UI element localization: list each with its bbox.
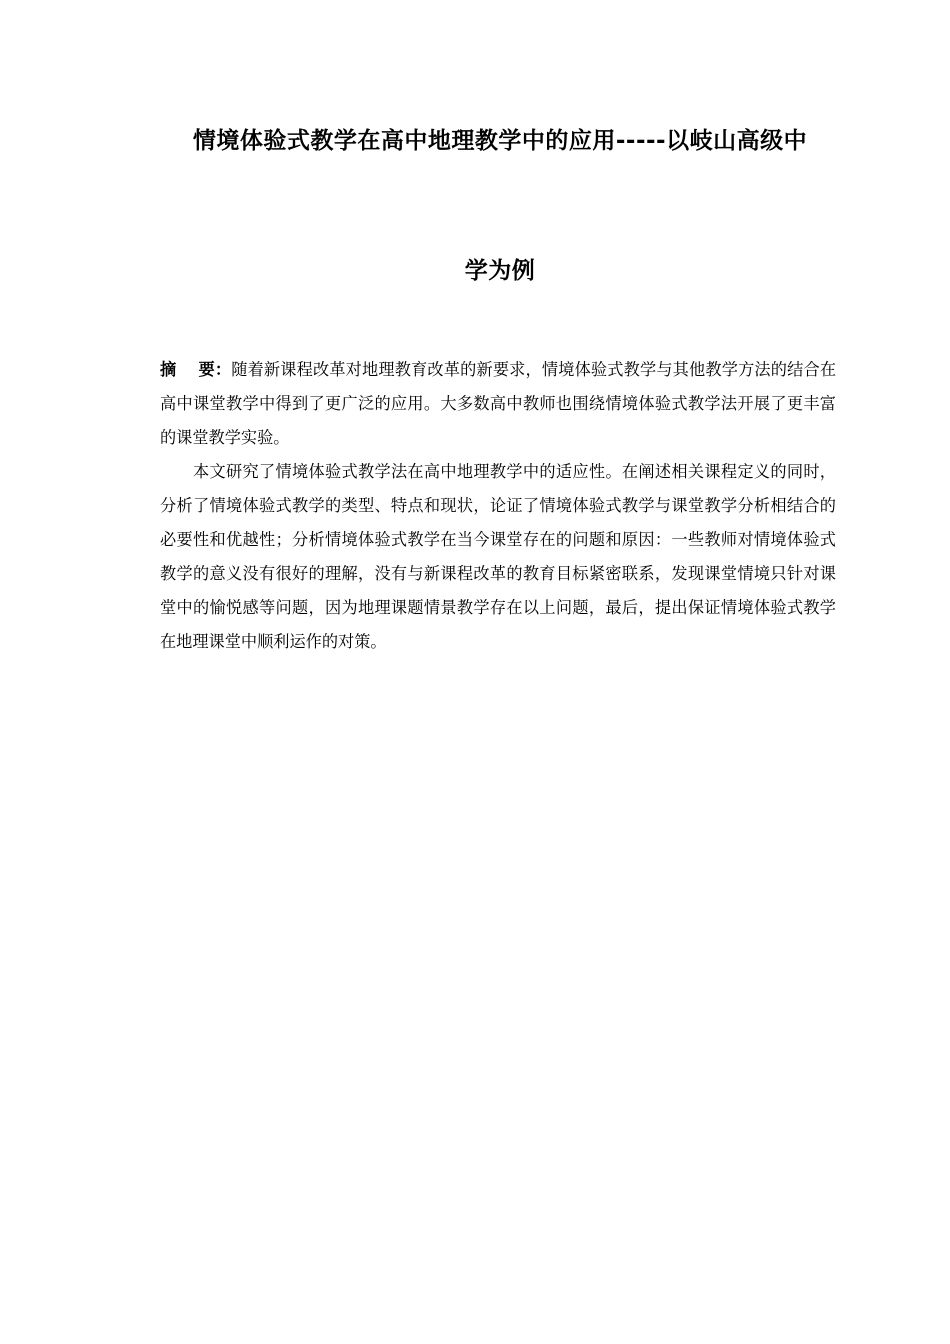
abstract-section: [160, 353, 836, 659]
document-title-line-1: 情境体验式教学在高中地理教学中的应用-----以岐山高级中: [192, 128, 808, 154]
abstract-paragraph-1: [160, 353, 836, 455]
abstract-paragraph-1-text: 随着新课程改革对地理教育改革的新要求，情境体验式教学与其他教学方法的结合在高中课堂教学中得到了更广泛的应用。大多数高中教师也围绕情境体验式教学法开展了更丰富的课堂教学实验。: [160, 360, 837, 447]
abstract-label: [160, 360, 231, 379]
abstract-label-char-2: 要：: [198, 360, 232, 379]
abstract-label-char-1: 摘: [160, 360, 177, 379]
document-title-line-2: 学为例: [464, 258, 536, 284]
abstract-paragraph-2: 本文研究了情境体验式教学法在高中地理教学中的适应性。在阐述相关课程定义的同时，分析了情境体验式教学的类型、特点和现状，论证了情境体验式教学与课堂教学分析相结合的必要性和优越性；分析情境体验式教学在当今课堂存在的问题和原因：一些教师对情境体验式教学的意义没有很好的理解，没有与新课程改革的教育目标紧密联系，发现课堂情境只针对课堂中的愉悦感等问题，因为地理课题情景教学存在以上问题，最后，提出保证情境体验式教学在地理课堂中顺利运作的对策。: [160, 462, 836, 651]
